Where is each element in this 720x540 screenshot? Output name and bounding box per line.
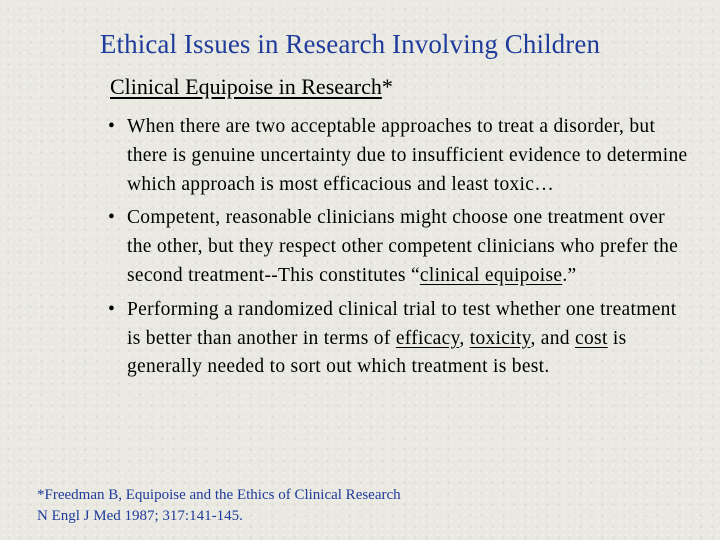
bullet-text: Performing a randomized clinical trial to test whether one treatment is better than another in terms of	[127, 298, 677, 349]
bullet-text: Competent, reasonable clinicians might choose one treatment over the other, but they respect other competent clinicians who prefer the second treatment--This constitutes “	[127, 207, 679, 286]
subtitle-underlined-text: Clinical Equipoise in Research	[110, 74, 382, 99]
clinical-equipoise-term: clinical equipoise	[419, 264, 563, 286]
slide-title: Ethical Issues in Research Involving Children	[99, 29, 601, 59]
subtitle-asterisk: *	[381, 74, 393, 99]
separator: , and	[530, 327, 576, 349]
bullet-item	[108, 113, 693, 199]
footnote	[37, 485, 401, 527]
bullet-text: When there are two acceptable approaches to treat a disorder, but there is genuine uncertainty due to insufficient evidence to determine which approach is most efficacious and least toxic…	[127, 116, 688, 195]
bullet-text-end: .”	[562, 264, 577, 286]
bullet-text-end: is generally needed to sort out which treatment is best.	[127, 327, 627, 378]
bullet-item	[108, 296, 693, 382]
toxicity-term: toxicity	[469, 327, 531, 349]
bullet-icon: •	[108, 298, 116, 320]
cost-term: cost	[575, 327, 608, 349]
footnote-line: *Freedman B, Equipoise and the Ethics of Clinical Research	[37, 487, 401, 503]
bullet-icon: •	[108, 116, 116, 137]
bullet-item	[108, 204, 693, 290]
bullet-icon: •	[108, 207, 116, 229]
efficacy-term: efficacy	[395, 327, 460, 349]
footnote-line: N Engl J Med 1987; 317:141-145.	[37, 508, 243, 524]
separator: ,	[459, 327, 470, 349]
bullet-list	[108, 113, 693, 387]
slide-subtitle	[110, 74, 393, 100]
